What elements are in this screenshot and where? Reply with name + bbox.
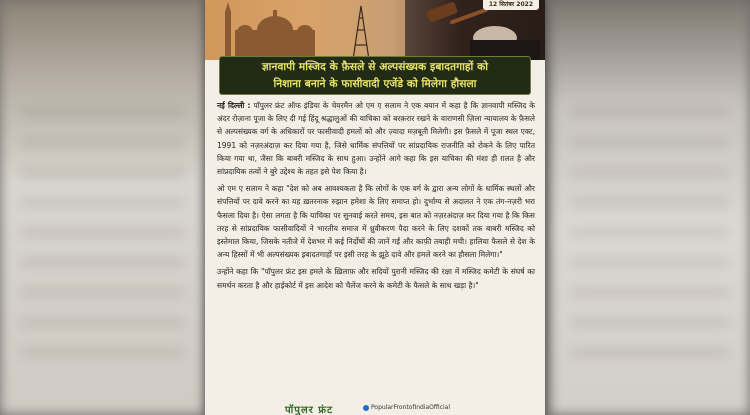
paragraph-2-text: ओ एम ए सलाम ने कहा "देश को अब आवश्यकता है कि लोगों के एक वर्ग के द्वारा अन्य लोगों के धार्मिक स्थलों और संपत्तियों पर दावे करने का यह ख़तरनाक रुझान हमेशा के लिए समाप्त हो। दुर्भाग्य से अदालत ने एक तंग-नज़री भरा फैसला दिया है। ऐसा लगता है कि याचिका पर सुनवाई करते समय, इस बात को नज़रअंदाज़ कर दिया गया है कि किस तरह से सांप्रदायिक फासीवादियों ने भारतीय समाज में ध्रुवीकरण पैदा करने के लिए दशकों तक बाबरी मस्जिद को इस्तेमाल किया, जिसके नतीजे में देशभर में कई निर्दोषों की जानें गईं और काफ़ी तबाही मची। हालिया फैसले से देश के अन्य हिस्सों में भी अल्पसंख्यक इबादतगाहों पर इसी तरह के झूठे दावे और हमले करने का हौसला मिलेगा।" — [217, 184, 535, 260]
paragraph-1 — [217, 99, 535, 178]
blurred-backdrop-right — [550, 0, 750, 415]
dateline: नई दिल्ली : — [217, 101, 251, 110]
poster-footer — [205, 402, 545, 415]
paragraph-1-text: पॉपुलर फ्रंट ऑफ इंडिया के चेयरमैन ओ एम ए सलाम ने एक बयान में कहा है कि ज्ञानवापी मस्जिद के अंदर रोज़ाना पूजा के लिए दी गई हिंदू श्रद्धालुओं की याचिका को बरक़रार रखने के वाराणसी ज़िला न्यायालय के फ़ैसले से अल्पसंख्यक वर्ग के अधिकारों पर फासीवादी हमलों को और ज़्यादा मज़बूती मिलेगी। इस फ़ैसले में पूजा स्थल एक्ट, 1991 को नज़रअंदाज़ कर दिया गया है, जिसे धार्मिक संपत्तियों पर सांप्रदायिक राजनीति को रोकने के लिए पारित किया गया था, जैसा कि बाबरी मस्जिद के साथ हुआ। उन्होंने आगे कहा कि इस याचिका की मंशा ही ग़लत है और सांप्रदायिक तत्वों ने बुरे उद्देश्य के तहत इसे पेश किया है। — [217, 101, 536, 177]
date-badge: 12 सितंबर 2022 — [483, 0, 539, 10]
facebook-icon — [363, 405, 369, 411]
paragraph-2 — [217, 182, 535, 261]
organisation-logo-text: पॉपुलर फ्रंट — [285, 405, 334, 415]
hero-banner — [205, 0, 545, 60]
headline-line-1: ज्ञानवापी मस्जिद के फ़ैसले से अल्पसंख्यक इबादतगाहों को — [261, 61, 489, 73]
social-handle: PopularFrontofIndiaOfficial — [371, 404, 451, 411]
blurred-backdrop-left — [0, 0, 205, 415]
headline — [219, 56, 531, 95]
paragraph-3 — [217, 265, 535, 291]
paragraph-3-text: उन्होंने कहा कि "पॉपुलर फ्रंट इस हमले के ख़िलाफ़ और सदियों पुरानी मस्जिद की रक्षा में मस्जिद कमेटी के संघर्ष का समर्थन करता है और हाईकोर्ट में इस आदेश को चैलेंज करने के कमेटी के फैसले के साथ खड़ा है।" — [217, 267, 535, 290]
press-statement-poster — [205, 0, 545, 415]
headline-line-2: निशाना बनाने के फासीवादी एजेंडे को मिलेगा हौसला — [273, 78, 477, 90]
statement-body — [217, 99, 535, 296]
